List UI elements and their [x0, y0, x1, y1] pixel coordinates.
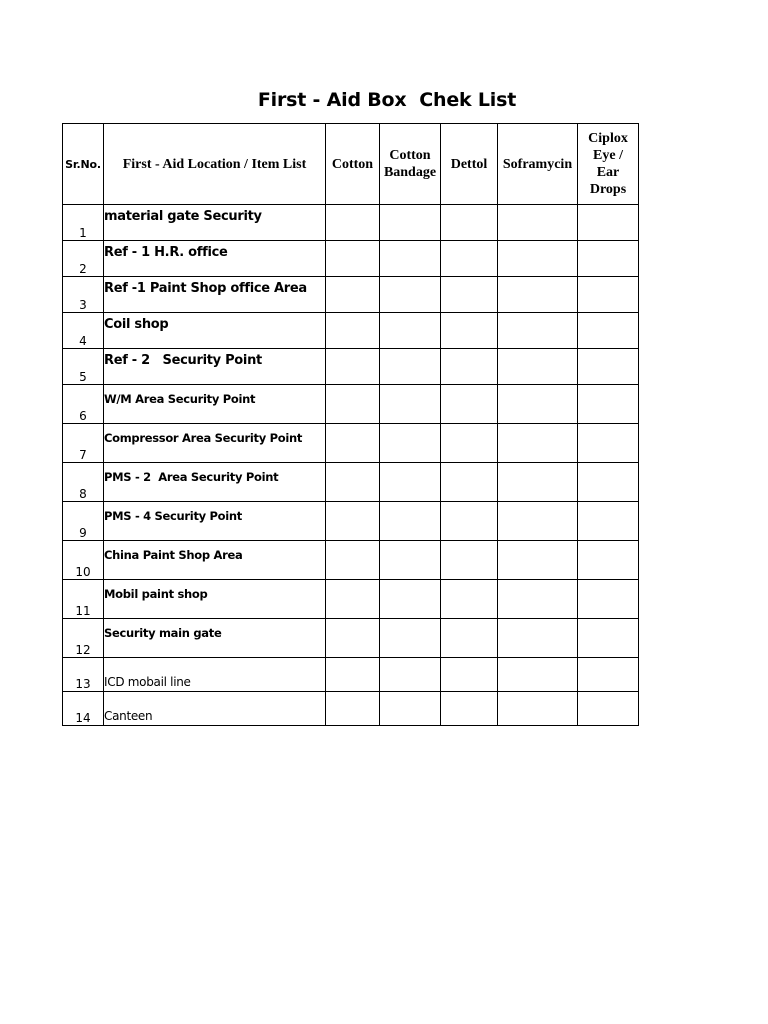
dettol-cell: [441, 692, 498, 726]
soframycin-cell: [498, 692, 578, 726]
cotton-cell: [326, 385, 380, 424]
dettol-cell: [441, 277, 498, 313]
soframycin-cell: [498, 619, 578, 658]
row-number: 2: [63, 241, 104, 277]
soframycin-cell: [498, 241, 578, 277]
ciplox-cell: [578, 463, 639, 502]
soframycin-cell: [498, 502, 578, 541]
cotton-cell: [326, 463, 380, 502]
col-header-cotton: Cotton: [326, 124, 380, 205]
row-number: 13: [63, 658, 104, 692]
dettol-cell: [441, 313, 498, 349]
cotton-cell: [326, 277, 380, 313]
table-row: [63, 277, 639, 313]
soframycin-cell: [498, 205, 578, 241]
cotton-cell: [326, 658, 380, 692]
location-cell: ICD mobail line: [104, 658, 326, 692]
col-header-cotton-bandage: Cotton Bandage: [380, 124, 441, 205]
location-cell: Ref - 1 H.R. office: [104, 241, 326, 277]
location-cell: Coil shop: [104, 313, 326, 349]
dettol-cell: [441, 385, 498, 424]
dettol-cell: [441, 541, 498, 580]
location-cell: Ref -1 Paint Shop office Area: [104, 277, 326, 313]
bandage-cell: [380, 385, 441, 424]
soframycin-cell: [498, 463, 578, 502]
dettol-cell: [441, 658, 498, 692]
cotton-cell: [326, 424, 380, 463]
col-header-ciplox-drops: Ciplox Eye / Ear Drops: [578, 124, 639, 205]
col-header-sr-no: Sr.No.: [63, 124, 104, 205]
cotton-cell: [326, 205, 380, 241]
row-number: 11: [63, 580, 104, 619]
cotton-cell: [326, 692, 380, 726]
table-row: [63, 692, 639, 726]
location-cell: material gate Security: [104, 205, 326, 241]
location-cell: PMS - 4 Security Point: [104, 502, 326, 541]
dettol-cell: [441, 580, 498, 619]
row-number: 1: [63, 205, 104, 241]
table-row: [63, 424, 639, 463]
col-header-soframycin: Soframycin: [498, 124, 578, 205]
row-number: 14: [63, 692, 104, 726]
bandage-cell: [380, 619, 441, 658]
dettol-cell: [441, 241, 498, 277]
dettol-cell: [441, 424, 498, 463]
cotton-cell: [326, 541, 380, 580]
soframycin-cell: [498, 349, 578, 385]
bandage-cell: [380, 205, 441, 241]
header-row: [63, 124, 639, 205]
ciplox-cell: [578, 241, 639, 277]
row-number: 5: [63, 349, 104, 385]
ciplox-cell: [578, 541, 639, 580]
location-cell: China Paint Shop Area: [104, 541, 326, 580]
col-header-location: First - Aid Location / Item List: [104, 124, 326, 205]
col-header-dettol: Dettol: [441, 124, 498, 205]
table-row: [63, 463, 639, 502]
bandage-cell: [380, 349, 441, 385]
row-number: 3: [63, 277, 104, 313]
soframycin-cell: [498, 580, 578, 619]
bandage-cell: [380, 424, 441, 463]
dettol-cell: [441, 463, 498, 502]
bandage-cell: [380, 580, 441, 619]
dettol-cell: [441, 502, 498, 541]
cotton-cell: [326, 580, 380, 619]
soframycin-cell: [498, 424, 578, 463]
bandage-cell: [380, 502, 441, 541]
soframycin-cell: [498, 313, 578, 349]
bandage-cell: [380, 313, 441, 349]
dettol-cell: [441, 619, 498, 658]
location-cell: Security main gate: [104, 619, 326, 658]
ciplox-cell: [578, 385, 639, 424]
cotton-cell: [326, 502, 380, 541]
table-row: [63, 502, 639, 541]
row-number: 4: [63, 313, 104, 349]
row-number: 8: [63, 463, 104, 502]
bandage-cell: [380, 692, 441, 726]
soframycin-cell: [498, 385, 578, 424]
ciplox-cell: [578, 658, 639, 692]
table-row: [63, 385, 639, 424]
table-row: [63, 658, 639, 692]
bandage-cell: [380, 541, 441, 580]
cotton-cell: [326, 241, 380, 277]
location-cell: W/M Area Security Point: [104, 385, 326, 424]
page-title: First - Aid Box Chek List: [257, 89, 517, 111]
ciplox-cell: [578, 313, 639, 349]
row-number: 9: [63, 502, 104, 541]
row-number: 7: [63, 424, 104, 463]
location-cell: Ref - 2 Security Point: [104, 349, 326, 385]
table-row: [63, 619, 639, 658]
cotton-cell: [326, 313, 380, 349]
ciplox-cell: [578, 502, 639, 541]
bandage-cell: [380, 658, 441, 692]
row-number: 6: [63, 385, 104, 424]
table-row: [63, 241, 639, 277]
table-row: [63, 349, 639, 385]
location-cell: Mobil paint shop: [104, 580, 326, 619]
bandage-cell: [380, 277, 441, 313]
checklist-table: [62, 123, 639, 726]
cotton-cell: [326, 619, 380, 658]
ciplox-cell: [578, 205, 639, 241]
cotton-cell: [326, 349, 380, 385]
location-cell: Compressor Area Security Point: [104, 424, 326, 463]
table-row: [63, 580, 639, 619]
dettol-cell: [441, 349, 498, 385]
ciplox-cell: [578, 619, 639, 658]
table-row: [63, 205, 639, 241]
ciplox-cell: [578, 692, 639, 726]
row-number: 12: [63, 619, 104, 658]
bandage-cell: [380, 463, 441, 502]
table-row: [63, 313, 639, 349]
location-cell: PMS - 2 Area Security Point: [104, 463, 326, 502]
soframycin-cell: [498, 658, 578, 692]
ciplox-cell: [578, 580, 639, 619]
table-row: [63, 541, 639, 580]
ciplox-cell: [578, 424, 639, 463]
dettol-cell: [441, 205, 498, 241]
soframycin-cell: [498, 541, 578, 580]
soframycin-cell: [498, 277, 578, 313]
ciplox-cell: [578, 277, 639, 313]
row-number: 10: [63, 541, 104, 580]
bandage-cell: [380, 241, 441, 277]
location-cell: Canteen: [104, 692, 326, 726]
ciplox-cell: [578, 349, 639, 385]
